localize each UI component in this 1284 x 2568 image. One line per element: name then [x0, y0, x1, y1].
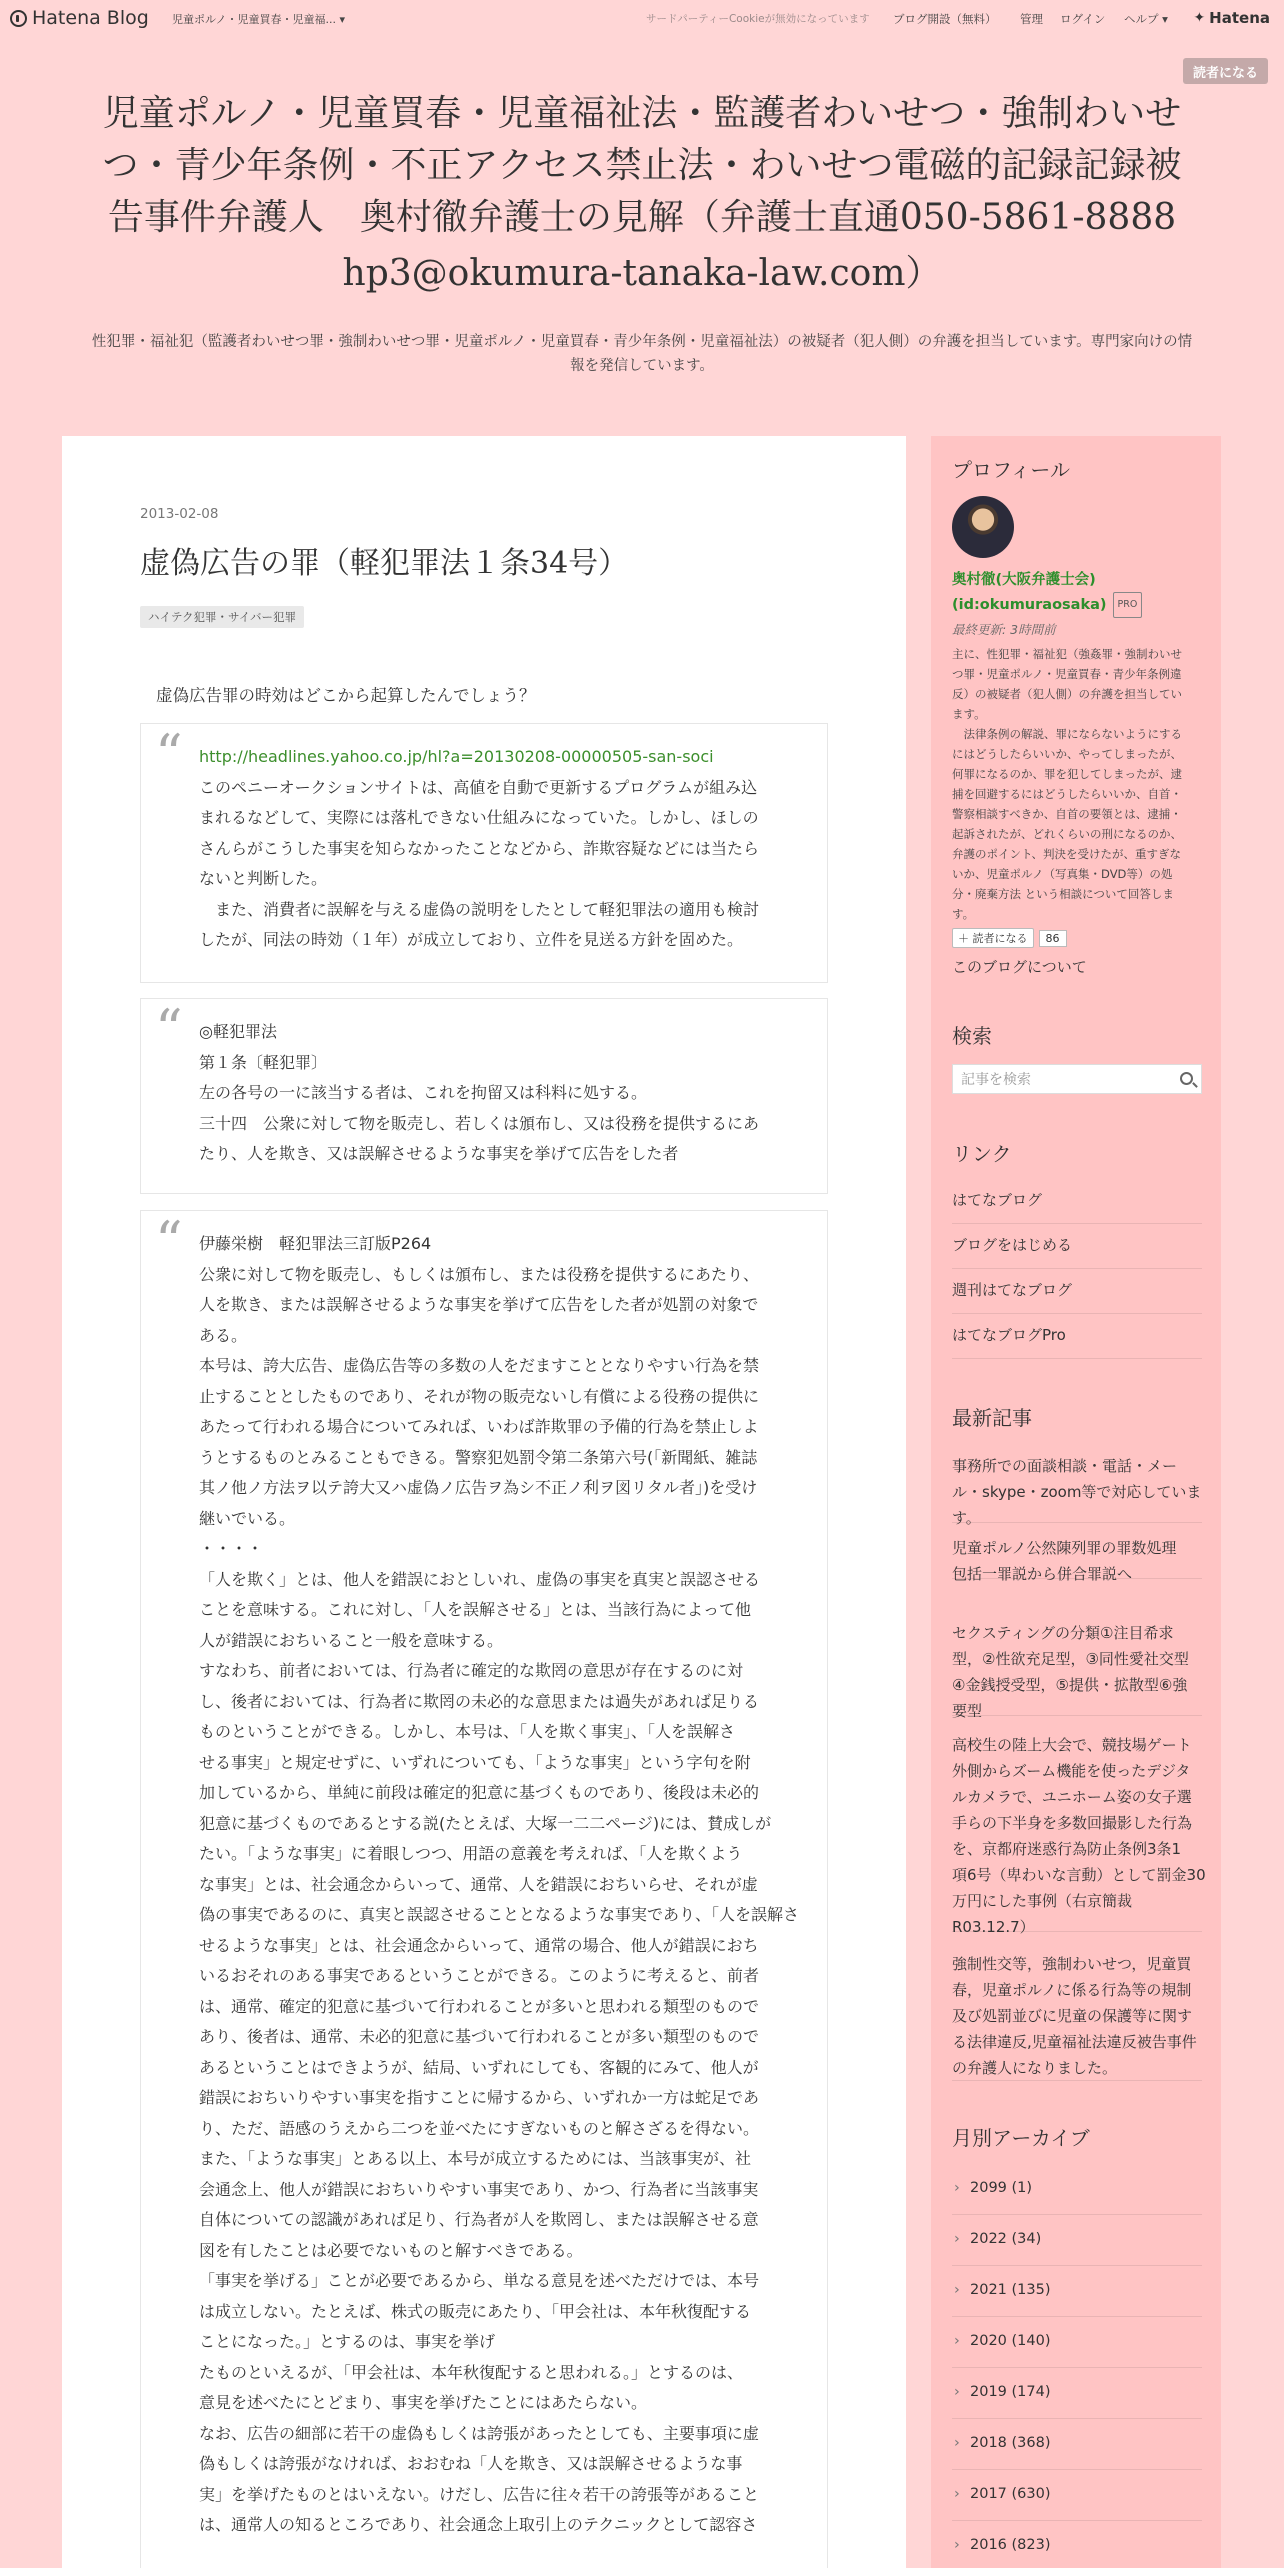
- blog-description: 性犯罪・福祉犯（監護者わいせつ罪・強制わいせつ罪・児童ポルノ・児童買春・青少年条例・児童福祉法）の被疑者（犯人側）の弁護を担当しています。専門家向けの情 報を発信しています。: [91, 334, 1193, 374]
- quote-line: 左の各号の一に該当する者は、これを拘留又は科料に処する。: [199, 1083, 648, 1102]
- profile-desc-line: 主に、性犯罪・福祉犯（強姦罪・強制わいせ: [952, 647, 1182, 661]
- quote-line: 「事実を挙げる」ことが必要であるから、単なる意見を述べただけでは、本号: [199, 2271, 760, 2290]
- sidebar: [931, 436, 1221, 2568]
- hatena-brand-link[interactable]: ✦ Hatena: [1193, 9, 1270, 27]
- nav-admin[interactable]: 管理: [1020, 12, 1043, 26]
- blockquote-news: [140, 723, 828, 983]
- profile-desc-line: す。: [952, 907, 975, 921]
- recent-entry-line: 高校生の陸上大会で、競技場ゲート: [952, 1736, 1192, 1754]
- quote-line: あり、後者は、通常、未必的犯意に基づいて行われることが多い類型のもので: [199, 2027, 760, 2046]
- recent-entry-line: 春，児童ポルノに係る行為等の規制: [952, 1981, 1192, 1999]
- link-pro[interactable]: はてなブログPro: [952, 1324, 1202, 1359]
- quote-line: は成立しない。たとえば、株式の販売にあたり、「甲会社は、本年秋復配する: [199, 2301, 752, 2321]
- avatar[interactable]: [952, 496, 1014, 558]
- quote-line: 実」を挙げたものとはいえない。けだし、広告に往々若干の誇張等があること: [199, 2484, 760, 2504]
- profile-desc-line: 警察相談すべきか、自首の要領とは、逮捕・: [952, 807, 1182, 821]
- link-weekly[interactable]: 週刊はてなブログ: [952, 1279, 1202, 1314]
- profile-name[interactable]: 奥村徹(大阪弁護士会) (id:okumuraosaka) PRO: [952, 568, 1142, 618]
- profile-desc-line: 何罪になるのか、罪を犯してしまったが、逮: [952, 767, 1182, 781]
- archive-label: 2021 (135): [970, 2282, 1051, 2298]
- quote-line: また、「ような事実」とある以上、本号が成立するためには、当該事実が、社: [199, 2149, 752, 2168]
- chevron-right-icon[interactable]: ›: [954, 2231, 960, 2247]
- quote-line: ある。: [199, 1325, 248, 1345]
- profile-description: [952, 644, 1202, 924]
- quote-line: たものといえるが、「甲会社は、本年秋復配すると思われる。」とするのは、: [199, 2362, 744, 2382]
- profile-desc-line: ます。: [952, 707, 986, 721]
- archive-label: 2016 (823): [970, 2537, 1051, 2553]
- global-header: [0, 0, 1284, 38]
- quote-line: せるような事実」とは、社会通念からいって、通常の場合、他人が錯誤におち: [199, 1935, 759, 1955]
- archive-year-2019[interactable]: [952, 2381, 1202, 2419]
- quote-line: ことを意味する。これに対し、「人を誤解させる」とは、当該行為によって他: [199, 1600, 752, 1619]
- quote-line: 止することとしたものであり、それが物の販売ないし有償による役務の提供に: [199, 1386, 760, 1406]
- recent-entry-line: 万円にした事例（右京簡裁: [952, 1892, 1133, 1910]
- chevron-right-icon[interactable]: ›: [954, 2486, 960, 2502]
- quote-line: したが、同法の時効（１年）が成立しており、立件を見送る方針を固めた。: [199, 930, 744, 949]
- archive-label: 2019 (174): [970, 2384, 1051, 2400]
- profile-desc-line: 起訴されたが、どれくらいの刑になるのか、: [952, 827, 1182, 841]
- hatena-logo-icon: [10, 10, 27, 27]
- chevron-right-icon[interactable]: ›: [954, 2537, 960, 2553]
- archive-year-2017[interactable]: [952, 2483, 1202, 2521]
- quote-line: は、通常、確定的犯意に基づいて行われることが多いと思われる類型のもので: [199, 1996, 760, 2016]
- quote-line: 意見を述べたにとどまり、事実を挙げたことにはあたらない。: [199, 2393, 648, 2412]
- readers-widget[interactable]: [952, 928, 1067, 948]
- pro-badge: PRO: [1113, 592, 1143, 618]
- quote-line: 自体についての認識があれば足り、行為者が人を欺罔し、または誤解させる意: [199, 2210, 759, 2229]
- quote-text: [199, 1017, 809, 1170]
- quote-line: 図を有したことは必要でないものと解すべきである。: [199, 2240, 583, 2260]
- quote-line: あたって行われる場合についてみれば、いわば詐欺罪の予備的行為を禁止しよ: [199, 1417, 759, 1436]
- recent-heading: 最新記事: [952, 1406, 1032, 1430]
- quote-line: なお、広告の細部に若干の虚偽もしくは誇張があったとしても、主要事項に虚: [199, 2423, 759, 2443]
- quote-line: あるということはできようが、結局、いずれにしても、客観的にみて、他人が: [199, 2057, 759, 2077]
- quote-line: し、後者においては、行為者に欺罔の未必的な意思または過失があれば足りる: [199, 1691, 760, 1711]
- blockquote-law: [140, 998, 828, 1194]
- chevron-right-icon[interactable]: ›: [954, 2333, 960, 2349]
- archive-label: 2099 (1): [970, 2180, 1033, 2196]
- quote-line: すなわち、前者においては、行為者に確定的な欺罔の意思が存在するのに対: [199, 1661, 744, 1680]
- quote-line: 偽もしくは誇張がなければ、おおむね「人を欺き、又は誤解させるような事: [199, 2454, 743, 2473]
- quote-line: 加しているから、単純に前段は確定的犯意に基づくものであり、後段は未必的: [199, 1783, 760, 1802]
- archive-year-2099[interactable]: [952, 2177, 1202, 2215]
- last-updated: 最終更新: 3時間前: [952, 622, 1056, 637]
- blog-selector[interactable]: 児童ポルノ・児童買春・児童福... ▾: [172, 13, 346, 26]
- profile-heading: プロフィール: [952, 458, 1070, 482]
- profile-desc-line: 反）の被疑者（犯人側）の弁護を担当してい: [952, 687, 1182, 701]
- archive-year-2022[interactable]: [952, 2228, 1202, 2266]
- recent-entry[interactable]: [952, 1732, 1206, 1936]
- profile-desc-line: にはどうしたらいいか、やってしまったが、: [952, 747, 1182, 761]
- quote-icon: “: [155, 723, 183, 786]
- subscribe-small-button[interactable]: ＋ 読者になる: [952, 928, 1034, 948]
- quote-line: 犯意に基づくものであるとする説(たとえば、大塚一二二ページ)には、賛成しが: [199, 1813, 772, 1833]
- recent-entry-line: 児童ポルノ公然陳列罪の罪数処理: [952, 1539, 1177, 1557]
- quote-line: ・・・・: [199, 1539, 264, 1558]
- quote-line: 三十四 公衆に対して物を販売し、若しくは頒布し、又は役務を提供するにあ: [199, 1113, 760, 1133]
- archive-label: 2022 (34): [970, 2231, 1042, 2247]
- quote-line: ものということができる。しかし、本号は、「人を欺く事実」、「人を誤解さ: [199, 1722, 736, 1741]
- recent-entry-line: 外側からズーム機能を使ったデジタ: [952, 1762, 1191, 1780]
- quote-line: な事実」とは、社会通念からいって、通常、人を錯誤におちいらせ、それが虚: [199, 1874, 758, 1894]
- entry-lead: 虚偽広告罪の時効はどこから起算したんでしょう？: [156, 686, 536, 705]
- quote-line: このペニーオークションサイトは、高値を自動で更新するプログラムが組み込: [199, 777, 758, 797]
- entry-title[interactable]: 虚偽広告の罪（軽犯罪法１条34号）: [140, 546, 629, 581]
- quote-line: は、通常人の知るところであり、社会通念上取引上のテクニックとして認容さ: [199, 2515, 758, 2534]
- quote-line: いるおそれのある事実であるということができる。このように考えると、前者: [199, 1966, 760, 1985]
- hatena-blog-logo[interactable]: Hatena Blog: [10, 7, 149, 29]
- quote-line: たい。「ような事実」に着眼しつつ、用語の意義を考えれば、「人を欺くよう: [199, 1844, 743, 1863]
- subscribe-button[interactable]: 読者になる: [1183, 58, 1268, 84]
- recent-entry-line: ル・skype・zoom等で対応していま: [952, 1483, 1202, 1501]
- recent-entry[interactable]: [952, 1951, 1202, 2081]
- quote-line: たり、人を欺き、又は誤解させるような事実を挙げて広告をした者: [199, 1144, 679, 1163]
- chevron-right-icon[interactable]: ›: [954, 2384, 960, 2400]
- nav-blog-signup[interactable]: ブログ開設（無料）: [893, 12, 997, 26]
- link-hatena-blog[interactable]: はてなブログ: [952, 1189, 1202, 1224]
- recent-entry-line: 項6号（卑わいな言動）として罰金30: [952, 1866, 1206, 1884]
- entry-date[interactable]: 2013-02-08: [140, 506, 219, 522]
- recent-entry-line: 及び処罰並びに児童の保護等に関す: [952, 2007, 1193, 2025]
- source-link[interactable]: http://headlines.yahoo.co.jp/hl?a=20130208-00000505-san-soci: [199, 747, 714, 766]
- recent-entry[interactable]: [952, 1535, 1202, 1583]
- recent-entry-line: 強制性交等，強制わいせつ，児童買: [952, 1955, 1192, 1973]
- recent-entry-line: を、京都府迷惑行為防止条例3条1: [952, 1840, 1182, 1858]
- quote-icon: “: [155, 998, 183, 1061]
- quote-line: 会通念上、他人が錯誤におちいりやすい事実であり、かつ、行為者に当該事実: [199, 2179, 759, 2199]
- nav-help[interactable]: ヘルプ ▾: [1124, 12, 1168, 26]
- nav-login[interactable]: ログイン: [1060, 12, 1106, 26]
- quote-text: [199, 773, 809, 956]
- quote-line: 本号は、誇大広告、虚偽広告等の多数の人をだますこととなりやすい行為を禁: [199, 1356, 760, 1375]
- chevron-right-icon[interactable]: ›: [954, 2282, 960, 2298]
- quote-line: 其ノ他ノ方法ヲ以テ誇大又ハ虚偽ノ広告ヲ為シ不正ノ利ヲ図リタル者」)を受け: [199, 1478, 758, 1497]
- profile-desc-line: つ罪・児童ポルノ・児童買春・青少年条例違: [952, 667, 1182, 681]
- quote-icon: “: [155, 1210, 183, 1273]
- quote-line: 公衆に対して物を販売し、もしくは頒布し、または役務を提供するにあたり、: [199, 1264, 760, 1284]
- search-icon[interactable]: [1180, 1072, 1193, 1085]
- archive-label: 2018 (368): [970, 2435, 1051, 2451]
- recent-entry-line: ルカメラで、ユニホーム姿の女子選: [952, 1788, 1192, 1806]
- profile-desc-line: いか、児童ポルノ（写真集・DVD等）の処: [952, 867, 1173, 881]
- about-blog-link[interactable]: このブログについて: [952, 958, 1087, 976]
- recent-entry-line: 事務所での面談相談・電話・メー: [952, 1457, 1178, 1475]
- quote-line: うとするものとみることもできる。警察犯処罰令第二条第六号(「新聞紙、雑誌: [199, 1447, 758, 1467]
- readers-count: 86: [1039, 930, 1067, 947]
- recent-entry-line: す。: [952, 1509, 981, 1527]
- chevron-right-icon[interactable]: ›: [954, 2180, 960, 2196]
- archive-heading: 月別アーカイブ: [952, 2126, 1090, 2150]
- archive-label: 2017 (630): [970, 2486, 1051, 2502]
- recent-entry-line: ④金銭授受型，⑤提供・拡散型⑥強: [952, 1676, 1188, 1694]
- quote-line: まれるなどして、実際には落札できない仕組みになっていた。しかし、ほしの: [199, 808, 759, 827]
- recent-entry-line: 要型: [952, 1702, 983, 1720]
- recent-entry-line: の弁護人になりました。: [952, 2059, 1118, 2077]
- profile-desc-line: 捕を回避するにはどうしたらいいか、自首・: [952, 787, 1182, 801]
- recent-entry-line: 包括一罪説から併合罪説へ: [952, 1565, 1133, 1583]
- category-tag[interactable]: ハイテク犯罪・サイバー犯罪: [140, 606, 304, 628]
- quote-line: 第１条〔軽犯罪〕: [199, 1052, 328, 1072]
- quote-line: さんらがこうした事実を知らなかったことなどから、詐欺容疑などには当たら: [199, 838, 760, 858]
- recent-entry[interactable]: [952, 1620, 1202, 1720]
- cookie-notice[interactable]: サードパーティーCookieが無効になっています: [646, 13, 870, 25]
- link-start-blog[interactable]: ブログをはじめる: [952, 1234, 1202, 1269]
- chevron-right-icon[interactable]: ›: [954, 2435, 960, 2451]
- recent-entry[interactable]: [952, 1453, 1202, 1527]
- quote-line: せる事実」と規定せずに、いずれについても、「ような事実」という字句を附: [199, 1752, 751, 1772]
- search-heading: 検索: [952, 1024, 992, 1048]
- quote-line: 偽の事実であるのに、真実と誤認させることとなるような事実であり、「人を誤解さ: [199, 1905, 800, 1924]
- quote-line: ないと判断した。: [199, 869, 328, 888]
- archive-year-2021[interactable]: [952, 2279, 1202, 2317]
- quote-line: 人が錯誤におちいること一般を意味する。: [199, 1630, 504, 1650]
- archive-year-2018[interactable]: [952, 2432, 1202, 2470]
- profile-desc-line: 法律条例の解説、罪にならないようにする: [952, 727, 1182, 741]
- recent-entry-line: 手らの下半身を多数回撮影した行為: [952, 1814, 1193, 1832]
- blog-title[interactable]: 児童ポルノ・児童買春・児童福祉法・監護者わいせつ・強制わいせ つ・青少年条例・不正アクセス禁止法・わいせつ電磁的記録記録被 告事件弁護人 奥村徹弁護士の見解（弁護士直通050-5861-8888 hp3@okumura-tanaka-law.com）: [102, 93, 1182, 294]
- recent-entry-line: 型，②性欲充足型，③同性愛社交型: [952, 1650, 1189, 1668]
- quote-line: 人を欺き、または誤解させるような事実を挙げて広告をした者が処罰の対象で: [199, 1295, 759, 1314]
- quote-line: 継いでいる。: [199, 1508, 296, 1528]
- quote-line: 伊藤栄樹 軽犯罪法三訂版P264: [199, 1234, 432, 1253]
- quote-line: 錯誤におちいりやすい事実を指すことに帰するから、いずれか一方は蛇足であ: [199, 2088, 760, 2107]
- recent-entry-line: セクスティングの分類①注目希求: [952, 1624, 1174, 1642]
- quote-line: り、ただ、語感のうえから二つを並べたにすぎないものと解さざるを得ない。: [199, 2118, 760, 2138]
- recent-entry-line: R03.12.7）: [952, 1918, 1035, 1936]
- quote-line: ◎軽犯罪法: [199, 1022, 277, 1041]
- entry-article: [62, 436, 906, 2568]
- recent-entry-line: る法律違反,児童福祉法違反被告事件: [952, 2033, 1197, 2051]
- blockquote-commentary: [140, 1210, 828, 2568]
- quote-line: また、消費者に誤解を与える虚偽の説明をしたとして軽犯罪法の適用も検討: [199, 899, 760, 919]
- links-heading: リンク: [952, 1142, 1012, 1166]
- profile-desc-line: 弁護のポイント、判決を受けたが、重すぎな: [952, 847, 1181, 861]
- quote-line: 「人を欺く」とは、他人を錯誤におとしいれ、虚偽の事実を真実と誤認させる: [199, 1569, 760, 1589]
- archive-year-2020[interactable]: [952, 2330, 1202, 2368]
- archive-year-2016[interactable]: [952, 2534, 1202, 2568]
- search-input[interactable]: 記事を検索: [952, 1064, 1202, 1094]
- hatena-star-icon: ✦: [1193, 10, 1206, 26]
- profile-desc-line: 分・廃棄方法 という相談について回答しま: [952, 887, 1174, 901]
- quote-line: ことになった。」とするのは、事実を挙げ: [199, 2332, 496, 2351]
- quote-text: [199, 1229, 809, 2541]
- archive-label: 2020 (140): [970, 2333, 1051, 2349]
